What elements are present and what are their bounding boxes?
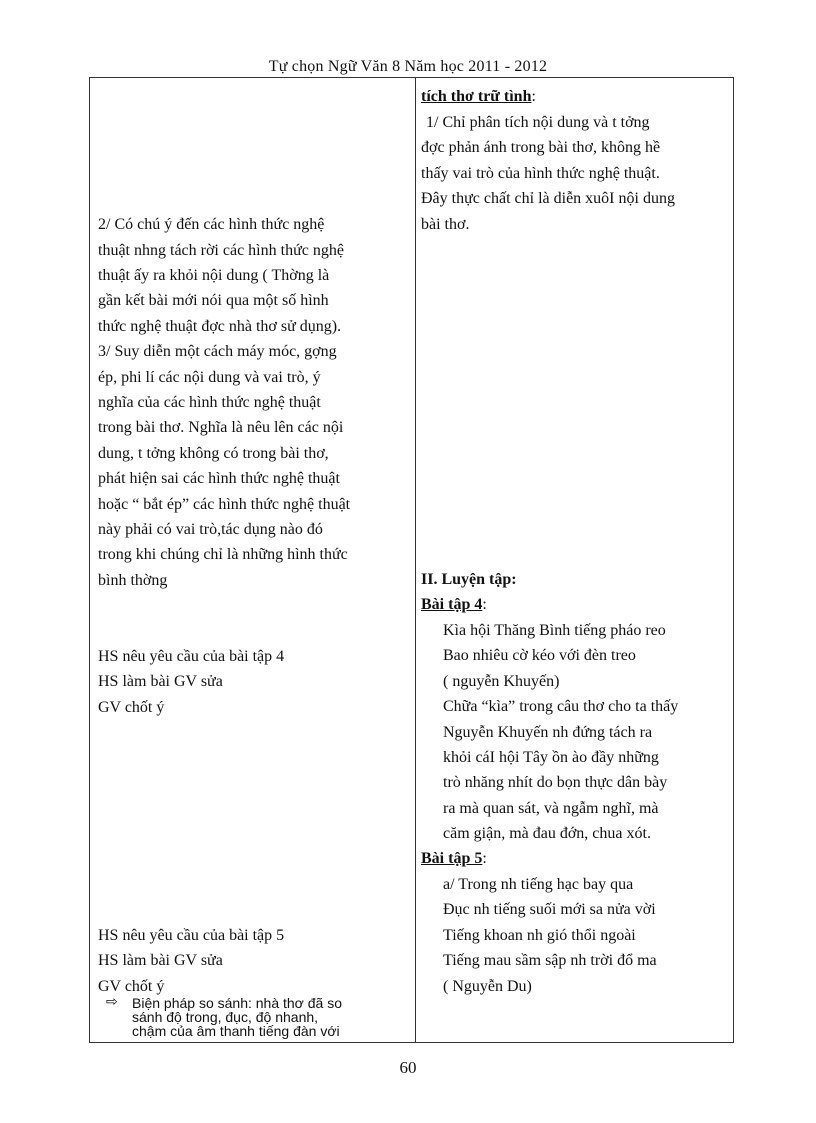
page-number: 60 (399, 1058, 417, 1077)
left-note-line: sánh độ trong, đục, độ nhanh, (132, 1009, 319, 1025)
ex4-line: căm giận, mà đau đớn, chua xót. (443, 825, 651, 842)
left-ex4-line: GV chốt ý (98, 699, 165, 716)
left-note-line: chậm của âm thanh tiếng đàn với (132, 1023, 340, 1039)
ex4-line: trò nhăng nhít do bọn thực dân bày (443, 774, 668, 791)
lesson-table (89, 77, 734, 1043)
left-p3-line: bình thờng (98, 572, 168, 589)
left-p2-line: thuật ấy ra khỏi nội dung ( Thờng là (98, 267, 330, 284)
left-p3-line: dung, t tởng không có trong bài thơ, (98, 445, 329, 462)
left-p3-line: ép, phi lí các nội dung và vai trò, ý (98, 369, 321, 386)
section-heading: II. Luyện tập: (421, 571, 517, 588)
ex5-line: a/ Trong nh tiếng hạc bay qua (443, 876, 634, 893)
page-header: Tự chọn Ngữ Văn 8 Năm học 2011 - 2012 (268, 58, 548, 75)
ex5-line: Tiếng mau sầm sập nh trời đổ ma (443, 952, 657, 969)
arrow-icon: ⇨ (106, 994, 118, 1010)
ex5-line: Đục nh tiếng suối mới sa nửa vời (443, 901, 656, 918)
left-p3-line: nghĩa của các hình thức nghệ thuật (98, 394, 321, 411)
right-p1-line: Đây thực chất chỉ là diễn xuôI nội dung (421, 190, 675, 207)
left-ex5-line: GV chốt ý (98, 978, 165, 995)
ex5-line: ( Nguyễn Du) (443, 978, 532, 995)
left-ex5-line: HS làm bài GV sửa (98, 952, 223, 969)
left-p3-line: hoặc “ bắt ép” các hình thức nghệ thuật (98, 496, 351, 513)
left-p2-line: gần kết bài mới nói qua một số hình (98, 292, 329, 309)
left-p3-line: trong khi chúng chỉ là những hình thức (98, 546, 348, 563)
right-p1-line: đợc phản ánh trong bài thơ, không hề (421, 139, 661, 156)
ex4-line: khỏi cáI hội Tây ồn ào đầy những (443, 749, 659, 766)
ex4-line: Chữa “kìa” trong câu thơ cho ta thấy (443, 698, 679, 715)
right-top-heading: tích thơ trữ tình: (421, 88, 536, 105)
ex5-heading: Bài tập 5: (421, 850, 487, 867)
ex5-line: Tiếng khoan nh gió thổi ngoài (443, 927, 636, 944)
ex4-line: Bao nhiêu cờ kéo với đèn treo (443, 647, 636, 664)
ex4-line: ra mà quan sát, và ngẫm nghĩ, mà (443, 800, 659, 817)
left-p2-line: 2/ Có chú ý đến các hình thức nghệ (98, 216, 325, 233)
left-ex4-line: HS làm bài GV sửa (98, 673, 223, 690)
left-p2-line: thuật nhng tách rời các hình thức nghệ (98, 242, 344, 259)
ex4-line: Nguyễn Khuyến nh đứng tách ra (443, 724, 653, 741)
ex4-line: ( nguyễn Khuyến) (443, 673, 560, 690)
left-p3-line: này phải có vai trò,tác dụng nào đó (98, 521, 323, 538)
right-p1-line: 1/ Chỉ phân tích nội dung và t tởng (426, 114, 650, 131)
right-p1-line: thấy vai trò của hình thức nghệ thuật. (421, 165, 660, 182)
right-column (416, 78, 733, 1042)
right-p1-line: bài thơ. (421, 216, 470, 233)
left-p3-line: 3/ Suy diễn một cách máy móc, gợng (98, 343, 337, 360)
left-p3-line: trong bài thơ. Nghĩa là nêu lên các nội (98, 419, 344, 436)
ex4-heading: Bài tập 4: (421, 596, 487, 613)
left-note-line: Biện pháp so sánh: nhà thơ đã so (132, 995, 342, 1011)
ex4-line: Kìa hội Thăng Bình tiếng pháo reo (443, 622, 666, 639)
left-ex4-line: HS nêu yêu cầu của bài tập 4 (98, 648, 285, 665)
left-p2-line: thức nghệ thuật đợc nhà thơ sử dụng). (98, 318, 342, 335)
left-p3-line: phát hiện sai các hình thức nghệ thuật (98, 470, 340, 487)
left-ex5-line: HS nêu yêu cầu của bài tập 5 (98, 927, 285, 944)
